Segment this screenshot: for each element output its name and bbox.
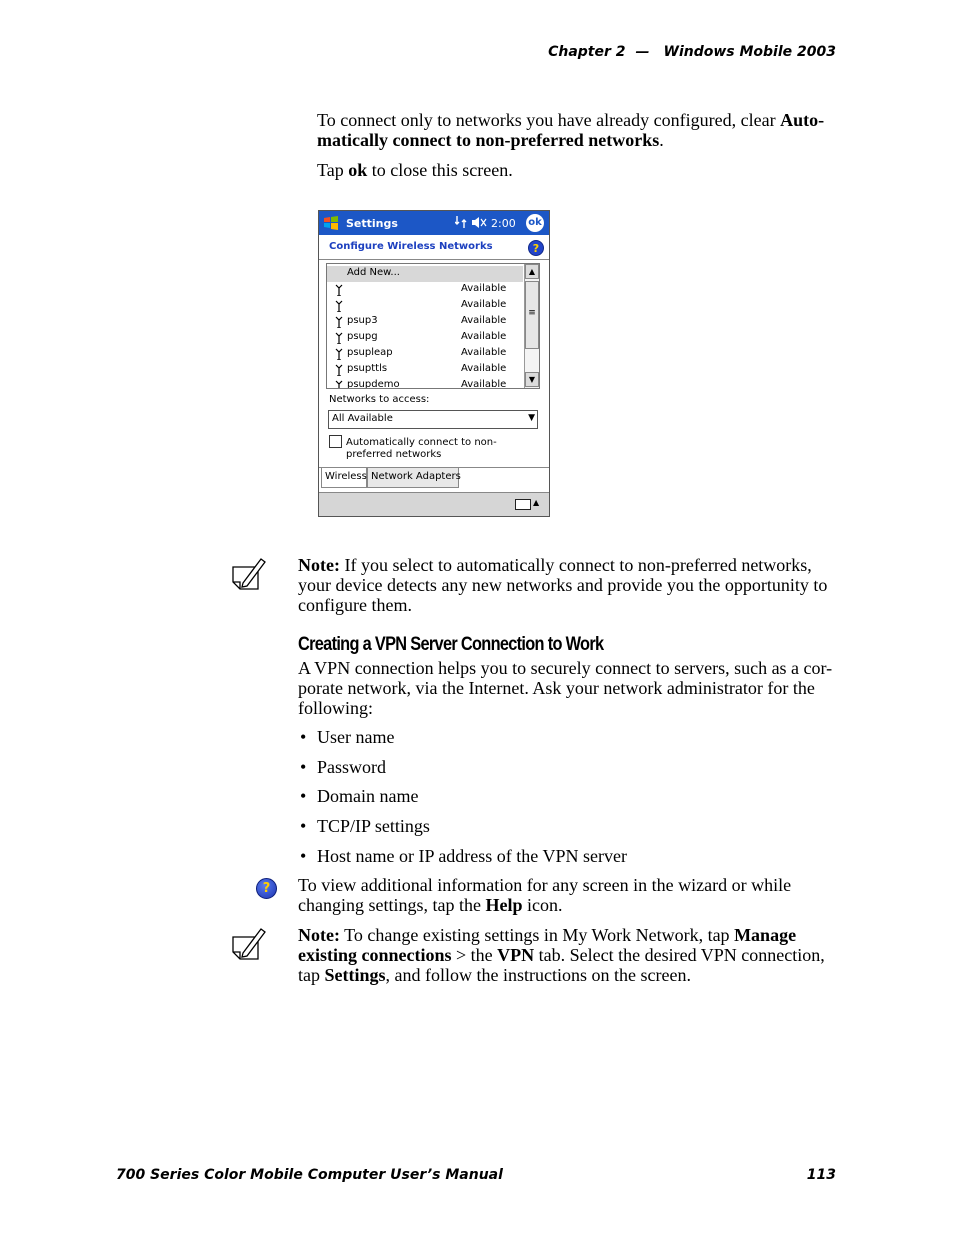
note-label: Note: bbox=[298, 925, 340, 945]
list-item-add-new[interactable] bbox=[327, 266, 523, 282]
running-header bbox=[548, 44, 836, 60]
ok-button[interactable]: ok bbox=[526, 214, 544, 232]
list-item[interactable] bbox=[327, 362, 523, 378]
volume-icon[interactable] bbox=[471, 216, 487, 229]
antenna-icon bbox=[335, 316, 343, 328]
list-item-status: Available bbox=[461, 379, 507, 388]
pocketpc-screenshot bbox=[318, 210, 550, 517]
list-item: • Password bbox=[300, 756, 387, 777]
chevron-down-icon: ▼ bbox=[528, 413, 535, 423]
list-item: • Domain name bbox=[300, 786, 419, 807]
keyboard-icon[interactable] bbox=[515, 499, 531, 510]
list-item[interactable] bbox=[327, 282, 523, 298]
section-intro: A VPN connection helps you to securely connect to servers, such as a cor-porate network, via the Internet. Ask your network administrator for the following: bbox=[298, 658, 833, 718]
intro-text: To connect only to networks you have already configured, clear bbox=[317, 110, 781, 130]
clock: 2:00 bbox=[491, 217, 516, 230]
list-item[interactable] bbox=[327, 330, 523, 346]
list-item-name: psup3 bbox=[347, 315, 378, 326]
antenna-icon bbox=[335, 380, 343, 388]
tap-ok-paragraph bbox=[317, 160, 833, 180]
intro-bold: Auto-matically connect to non-preferred networks bbox=[317, 110, 825, 150]
intro-paragraph bbox=[317, 110, 833, 150]
list-item-name: psupdemo bbox=[347, 379, 400, 388]
note-bold: VPN bbox=[497, 945, 535, 965]
title-bar bbox=[319, 211, 549, 235]
note-text: If you select to automatically connect to non-preferred networks, your device detects any new networks and provide you the opportunity to configure them. bbox=[298, 555, 828, 615]
window-title: Settings bbox=[346, 217, 398, 230]
help-icon[interactable]: ? bbox=[528, 240, 544, 256]
list-scrollbar[interactable] bbox=[524, 264, 539, 388]
connectivity-icon[interactable] bbox=[455, 215, 467, 229]
note-pencil-icon bbox=[228, 555, 268, 595]
note-text: , and follow the instructions on the screen. bbox=[385, 965, 691, 985]
list-item[interactable] bbox=[327, 298, 523, 314]
tab-wireless[interactable]: Wireless bbox=[321, 468, 367, 488]
list-item-status: Available bbox=[461, 299, 507, 310]
note-pencil-icon bbox=[228, 925, 268, 965]
tap-bold: ok bbox=[348, 160, 368, 180]
networks-dropdown[interactable] bbox=[328, 410, 538, 429]
list-item[interactable] bbox=[327, 346, 523, 362]
auto-connect-checkbox[interactable] bbox=[329, 435, 342, 448]
help-bold: Help bbox=[485, 895, 523, 915]
help-text: To view additional information for any screen in the wizard or while changing settings, tap the bbox=[298, 875, 792, 915]
note-text: > the bbox=[451, 945, 498, 965]
scroll-down-icon[interactable]: ▼ bbox=[525, 372, 539, 387]
page-number: 113 bbox=[806, 1167, 836, 1183]
windows-start-icon[interactable] bbox=[323, 215, 339, 231]
list-item-name: psupleap bbox=[347, 347, 393, 358]
list-item: • User name bbox=[300, 727, 395, 747]
section-heading: Creating a VPN Server Connection to Work bbox=[298, 634, 604, 655]
dropdown-value: All Available bbox=[332, 413, 393, 424]
help-end: icon. bbox=[522, 895, 563, 915]
bullet-text: User name bbox=[317, 727, 395, 747]
screen-subtitle: Configure Wireless Networks bbox=[329, 241, 493, 252]
antenna-icon bbox=[335, 364, 343, 376]
list-item-name: psupttls bbox=[347, 363, 388, 374]
list-item-status: Available bbox=[461, 331, 507, 342]
note-label: Note: bbox=[298, 555, 340, 575]
menu-bar bbox=[319, 492, 549, 516]
list-item-name: Add New... bbox=[347, 267, 400, 278]
list-item[interactable] bbox=[327, 314, 523, 330]
divider bbox=[319, 259, 549, 260]
list-item: • TCP/IP settings bbox=[300, 816, 430, 837]
scroll-up-icon[interactable]: ▲ bbox=[525, 264, 539, 279]
bullet-text: Host name or IP address of the VPN server bbox=[317, 845, 627, 866]
chapter-label: Chapter 2 bbox=[548, 44, 626, 60]
auto-connect-label: Automatically connect to non-preferred networks bbox=[346, 437, 497, 460]
antenna-icon bbox=[335, 332, 343, 344]
header-separator: — bbox=[635, 44, 650, 60]
bullet-text: TCP/IP settings bbox=[317, 816, 430, 837]
tab-network-adapters[interactable]: Network Adapters bbox=[367, 468, 459, 488]
footer-title: 700 Series Color Mobile Computer User’s Manual bbox=[116, 1167, 503, 1183]
note-text: To change existing settings in My Work Network, tap bbox=[339, 925, 735, 945]
antenna-icon bbox=[335, 284, 343, 296]
note-bold: Settings bbox=[324, 965, 386, 985]
list-item[interactable] bbox=[327, 378, 523, 388]
bullet-text: Password bbox=[317, 756, 387, 777]
list-item: • Host name or IP address of the VPN server bbox=[300, 845, 627, 866]
tap-end: to close this screen. bbox=[367, 160, 513, 180]
note-bold: Manage existing connections bbox=[298, 925, 797, 965]
antenna-icon bbox=[335, 300, 343, 312]
bullet-text: Domain name bbox=[317, 786, 419, 807]
list-item-status: Available bbox=[461, 315, 507, 326]
help-icon: ? bbox=[256, 878, 277, 899]
tap-text: Tap bbox=[317, 160, 349, 180]
list-item-status: Available bbox=[461, 283, 507, 294]
help-tip-paragraph bbox=[298, 875, 828, 915]
antenna-icon bbox=[335, 348, 343, 360]
note-paragraph bbox=[298, 925, 838, 985]
section-title: Windows Mobile 2003 bbox=[663, 44, 836, 60]
requirements-list bbox=[298, 727, 818, 875]
note-paragraph bbox=[298, 555, 838, 615]
network-list[interactable] bbox=[326, 263, 540, 389]
networks-label: Networks to access: bbox=[329, 394, 430, 405]
note-text: tab. Select the desired VPN connection, tap bbox=[298, 945, 825, 985]
list-item-status: Available bbox=[461, 363, 507, 374]
intro-end: . bbox=[659, 130, 664, 150]
list-item-status: Available bbox=[461, 347, 507, 358]
scroll-thumb[interactable]: ≡ bbox=[525, 281, 539, 349]
input-menu-arrow-icon[interactable]: ▲ bbox=[533, 498, 540, 507]
list-item-name: psupg bbox=[347, 331, 378, 342]
